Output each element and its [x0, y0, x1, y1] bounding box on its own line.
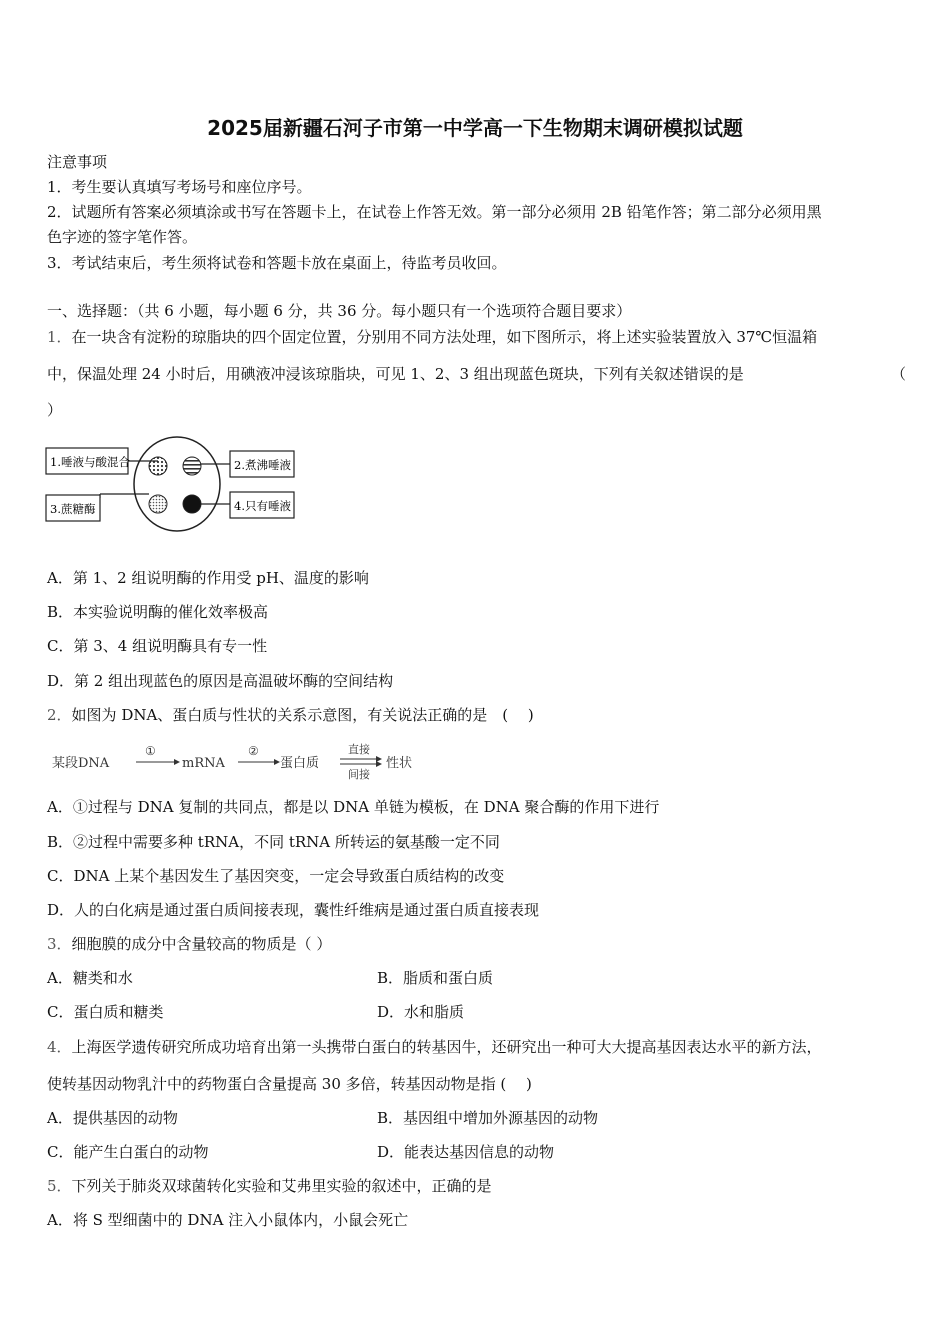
notice-item: 3．考试结束后，考生须将试卷和答题卡放在桌面上，待监考员收回。: [47, 254, 507, 272]
answer-paren-open: （: [890, 365, 906, 383]
option-b[interactable]: B．基因组中增加外源基因的动物: [377, 1109, 599, 1127]
question-number: 2．: [47, 706, 72, 724]
option-c[interactable]: C．DNA 上某个基因发生了基因突变，一定会导致蛋白质结构的改变: [47, 867, 505, 885]
section-heading: 一、选择题：（共 6 小题，每小题 6 分，共 36 分。每小题只有一个选项符合题目要求）: [47, 302, 632, 320]
label-3: 3.蔗糖酶: [50, 502, 96, 516]
question-number: 1．: [47, 328, 72, 346]
step-2-label: ②: [248, 744, 259, 758]
question-5-stem: [47, 1176, 492, 1196]
question-4-stem: [47, 1037, 822, 1057]
question-number: 5．: [47, 1177, 72, 1195]
question-3-stem: [47, 934, 331, 954]
notice-item: 1．考生要认真填写考场号和座位序号。: [47, 178, 312, 196]
protein-label: 蛋白质: [280, 756, 320, 771]
agar-block-diagram: [44, 432, 300, 532]
answer-paren-close: ）: [47, 401, 63, 419]
question-1-stem: [47, 327, 817, 347]
question-number: 3．: [47, 935, 72, 953]
label-4: 4.只有唾液: [234, 499, 291, 513]
option-a[interactable]: A．提供基因的动物: [47, 1109, 178, 1127]
direct-label: 直接: [348, 743, 370, 756]
option-c[interactable]: C．蛋白质和糖类: [47, 1003, 164, 1021]
question-2-stem: [47, 705, 534, 725]
indirect-label: 间接: [348, 768, 370, 781]
question-text: 在一块含有淀粉的琼脂块的四个固定位置，分别用不同方法处理，如下图所示，将上述实验装置放入 37℃恒温箱: [71, 328, 818, 346]
notice-item: 2．试题所有答案必须填涂或书写在答题卡上，在试卷上作答无效。第一部分必须用 2B 铅笔作答；第二部分必须用黑: [47, 203, 822, 221]
option-d[interactable]: D．第 2 组出现蓝色的原因是高温破坏酶的空间结构: [47, 672, 394, 690]
question-text: 如图为 DNA、蛋白质与性状的关系示意图，有关说法正确的是 ( ): [71, 706, 534, 724]
dna-protein-trait-diagram: [50, 740, 450, 784]
option-b[interactable]: B．本实验说明酶的催化效率极高: [47, 603, 269, 621]
spot-4: [183, 495, 201, 513]
notice-heading: 注意事项: [47, 153, 108, 171]
option-a[interactable]: A．第 1、2 组说明酶的作用受 pH、温度的影响: [47, 569, 369, 587]
agar-block: [134, 437, 220, 531]
mrna-label: mRNA: [182, 756, 225, 771]
spot-3: [149, 495, 167, 513]
page-title: 2025届新疆石河子市第一中学高一下生物期末调研模拟试题: [207, 116, 743, 140]
label-1: 1.唾液与酸混合: [50, 455, 130, 469]
question-4-stem-line2: 使转基因动物乳汁中的药物蛋白含量提高 30 多倍，转基因动物是指 ( ): [47, 1075, 532, 1093]
question-text: 细胞膜的成分中含量较高的物质是（ ）: [71, 935, 332, 953]
option-c[interactable]: C．第 3、4 组说明酶具有专一性: [47, 637, 268, 655]
question-text: 下列关于肺炎双球菌转化实验和艾弗里实验的叙述中，正确的是: [71, 1177, 492, 1195]
question-text: 上海医学遗传研究所成功培育出第一头携带白蛋白的转基因牛，还研究出一种可大大提高基因表达水平的新方法，: [71, 1038, 822, 1056]
option-d[interactable]: D．水和脂质: [377, 1003, 465, 1021]
option-b[interactable]: B．②过程中需要多种 tRNA，不同 tRNA 所转运的氨基酸一定不同: [47, 833, 500, 851]
option-d[interactable]: D．能表达基因信息的动物: [377, 1143, 555, 1161]
step-1-label: ①: [145, 744, 156, 758]
question-1-stem-line2: 中，保温处理 24 小时后，用碘液冲浸该琼脂块，可见 1、2、3 组出现蓝色斑块，下列有关叙述错误的是: [47, 365, 744, 383]
option-a[interactable]: A．糖类和水: [47, 969, 133, 987]
notice-item: 色字迹的签字笔作答。: [47, 228, 198, 246]
option-a[interactable]: A．将 S 型细菌中的 DNA 注入小鼠体内，小鼠会死亡: [47, 1211, 409, 1229]
option-b[interactable]: B．脂质和蛋白质: [377, 969, 494, 987]
option-d[interactable]: D．人的白化病是通过蛋白质间接表现，囊性纤维病是通过蛋白质直接表现: [47, 901, 540, 919]
spot-1: [149, 457, 167, 475]
label-2: 2.煮沸唾液: [234, 458, 291, 472]
trait-label: 性状: [386, 756, 413, 771]
option-a[interactable]: A．①过程与 DNA 复制的共同点，都是以 DNA 单链为模板，在 DNA 聚合酶的作用下进行: [47, 798, 660, 816]
spot-2: [183, 457, 201, 475]
dna-label: 某段DNA: [52, 756, 110, 771]
option-c[interactable]: C．能产生白蛋白的动物: [47, 1143, 209, 1161]
question-number: 4．: [47, 1038, 72, 1056]
